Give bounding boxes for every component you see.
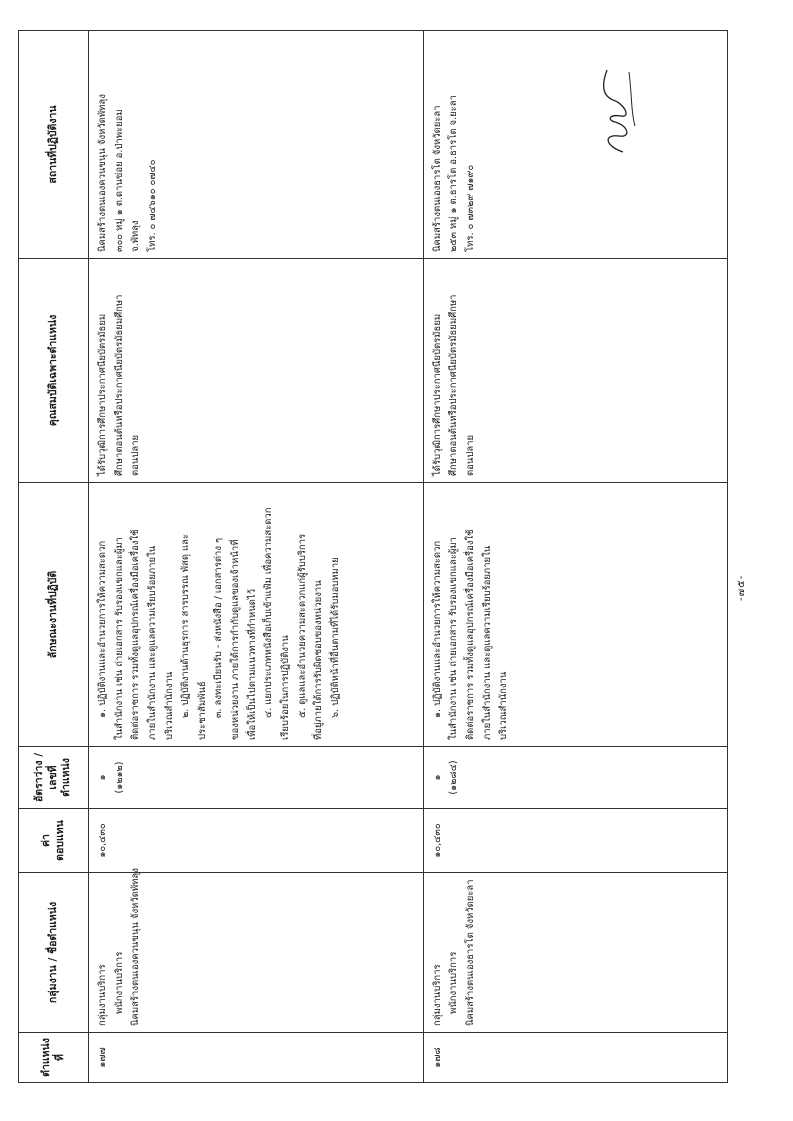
rate-count: ๑ (431, 774, 443, 781)
header-group: กลุ่มงาน / ชื่อตำแหน่ง (19, 873, 89, 1033)
position-name: พนักงานบริการ (113, 951, 125, 1014)
duty-line: ในสำนักงาน เช่น ถ่ายเอกสาร รับรองแขกและผู้มา (113, 537, 125, 740)
place-line: โทร. ๐ ๗๓๒๙ ๗๑๙๐ (464, 164, 476, 252)
group-title: กลุ่มงานบริการ (431, 964, 443, 1026)
header-qualification: คุณสมบัติเฉพาะตำแหน่ง (19, 259, 89, 483)
rate-count: ๑ (97, 774, 108, 781)
header-pay: ค่า ตอบแทน (19, 809, 89, 873)
signature-mark (585, 66, 645, 156)
duty-line: ๖. ปฏิบัติหน้าที่อื่นตามที่ได้รับมอบหมาย (329, 557, 341, 718)
place-line: จ.พัทลุง (130, 220, 142, 252)
header-no: ตำแหน่ง ที่ (19, 1033, 89, 1083)
cell-group (423, 873, 727, 1033)
cell-duty (89, 483, 424, 747)
duty-line: บริเวณสำนักงาน (163, 671, 175, 740)
cell-rate (89, 747, 424, 809)
qualification-line: ได้รับวุฒิการศึกษาประกาศนียบัตรมัธยม (431, 313, 443, 476)
position-name: พนักงานบริการ (448, 951, 460, 1014)
page-number: -๗๕- (736, 574, 747, 601)
position-no: ๑๗๘ (431, 1047, 443, 1068)
place-line: โทร. ๐ ๗๔๖๑๐ ๐๗๔๐ (146, 159, 158, 252)
duty-line: เพื่อให้เป็นไปตามแนวทางที่กำหนดไว้ (246, 588, 258, 740)
duty-line: ติดต่อราชการ รวมทั้งดูแลอุปกรณ์เครื่องมือเครื่องใช้ (464, 529, 476, 740)
duty-line: ติดต่อราชการ รวมทั้งดูแลอุปกรณ์เครื่องมือเครื่องใช้ (130, 529, 142, 740)
qualification-line: ศึกษาตอนต้นหรือประกาศนียบัตรมัธยมศึกษา (448, 294, 460, 476)
place-line: ๓๐๐ หมู่ ๑ ต.ดานข่อย อ.ป่าพะยอม (113, 109, 125, 252)
duty-line: ๓. ลงทะเบียนรับ - ส่งหนังสือ / เอกสารต่าง ๆ (213, 537, 225, 718)
qualification-line: ได้รับวุฒิการศึกษาประกาศนียบัตรมัธยม (97, 313, 108, 476)
cell-group (89, 868, 424, 1033)
place-line: นิคมสร้างตนเองควนขนุน จังหวัดพัทลุง (97, 94, 108, 252)
group-title: กลุ่มงานบริการ (97, 964, 108, 1026)
header-place: สถานที่ปฏิบัติงาน (19, 31, 89, 259)
duty-line: ภายในสำนักงาน และดูแลความเรียบร้อยภายใน (146, 545, 158, 740)
rate-number: (๑๒๘๔) (448, 760, 460, 795)
cell-pay (89, 809, 424, 873)
cell-qualification (423, 259, 727, 483)
place-line: ๒๕๓ หมู่ ๑ ต.ธารโต อ.ธารโต จ.ยะลา (448, 95, 460, 252)
pay-value: ๑๐,๔๓๐ (97, 823, 108, 858)
duty-line: ๑. ปฏิบัติงานและอำนวยการให้ความสะดวก (431, 540, 443, 718)
duty-line: ๔. แยกประเภทหนังสือเก็บเข้าแฟ้ม เพื่อความสะดวก (263, 507, 275, 718)
table-row (423, 31, 727, 1083)
duty-line: ๑. ปฏิบัติงานและอำนวยการให้ความสะดวก (97, 540, 108, 718)
duty-line: ประชาสัมพันธ์ (196, 681, 208, 740)
duty-line: เรียบร้อยในการปฏิบัติงาน (279, 635, 291, 740)
place-line: นิคมสร้างตนเองธารโต จังหวัดยะลา (431, 105, 443, 252)
cell-qualification (89, 259, 424, 483)
duty-line: ที่อยู่ภายใต้การรับผิดชอบของหน่วยงาน (313, 580, 325, 740)
duty-line: ของหน่วยงาน ภายใต้การกำกับดูแลของเจ้าหน้าที่ (230, 539, 241, 740)
cell-pay (423, 809, 727, 873)
duty-line: ภายในสำนักงาน และดูแลความเรียบร้อยภายใน (481, 545, 493, 740)
qualification-line: ศึกษาตอนต้นหรือประกาศนียบัตรมัธยมศึกษา (113, 294, 125, 476)
cell-place (423, 31, 727, 259)
cell-no (89, 1033, 424, 1083)
duty-line: บริเวณสำนักงาน (498, 671, 510, 740)
table-row (89, 31, 424, 1083)
cell-duty (423, 483, 727, 747)
cell-no (423, 1033, 727, 1083)
header-rate: อัตราว่าง / เลขที่ ตำแหน่ง (19, 747, 89, 809)
duty-line: ๒. ปฏิบัติงานด้านธุรการ สารบรรณ พัสดุ และ (180, 533, 192, 718)
pay-value: ๑๐,๔๓๐ (431, 823, 443, 858)
header-row (19, 31, 89, 1083)
position-no: ๑๗๗ (97, 1047, 108, 1068)
qualification-line: ตอนปลาย (464, 434, 476, 476)
unit-name: นิคมสร้างตนเองธารโต จังหวัดยะลา (464, 879, 476, 1026)
qualification-line: ตอนปลาย (130, 434, 142, 476)
duty-line: ๕. ดูแลและอำนวยความสะดวกแก่ผู้รับบริการ (296, 533, 308, 718)
cell-place (89, 31, 424, 259)
unit-name: นิคมสร้างตนเองควนขนุน จังหวัดพัทลุง (130, 868, 142, 1026)
header-duty: ลักษณะงานที่ปฏิบัติ (19, 483, 89, 747)
position-table (18, 30, 728, 1083)
rate-number: (๑๒๑๒) (113, 761, 125, 794)
duty-line: ในสำนักงาน เช่น ถ่ายเอกสาร รับรองแขกและผู้มา (448, 537, 460, 740)
cell-rate (423, 747, 727, 809)
